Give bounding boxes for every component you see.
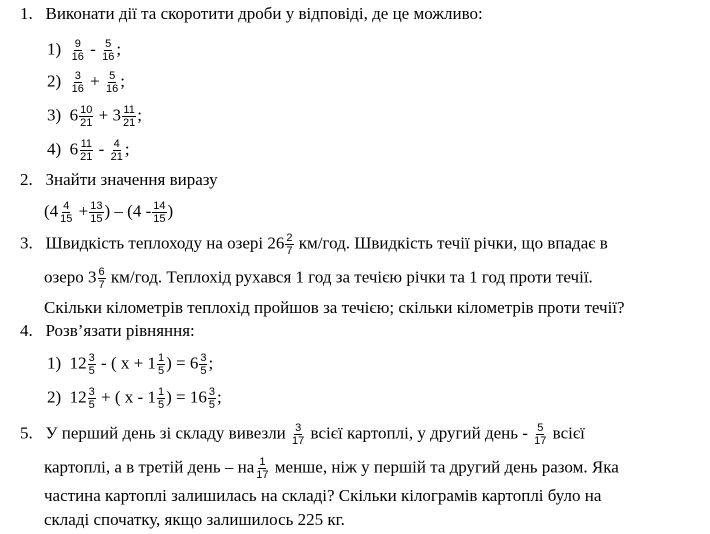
task-text: частина картоплі залишилась на складі? Скільки кілограмів картоплі було на [44,486,602,505]
fraction: $\frac{3}{5}$ [208,386,215,411]
item-label: 3) [47,105,62,125]
task-4-item-2 [47,386,222,411]
fraction: $\frac{3}{5}$ [88,352,95,377]
item-label: 2) [47,387,62,407]
task-title: Виконати дії та скоротити дроби у відповіді, де це можливо: [45,4,483,23]
task-number: 3. [20,233,33,253]
task-number: 4. [20,321,33,340]
task-3-line-3 [44,298,625,318]
task-4-heading [20,321,195,341]
fraction: $\frac{9}{16}$ [71,38,84,63]
fraction: $\frac{3}{5}$ [200,352,207,377]
task-text: всієї [552,423,585,443]
item-label: 4) [47,139,62,159]
fraction: $\frac{11}{21}$ [80,138,93,163]
semicolon: ; [116,39,122,59]
task-5-line-3 [44,486,601,506]
expr-part: + ( x - 1 [101,387,156,407]
task-number: 5. [20,423,33,443]
expr-part: ) [167,201,174,221]
whole-part: 6 [69,139,79,159]
task-text: картоплі, а в третій день – на [44,457,255,477]
task-title: Знайти значення виразу [45,170,218,189]
task-3-line-2 [44,266,593,291]
fraction: $\frac{6}{7}$ [98,266,105,291]
fraction: $\frac{4}{15}$ [60,200,73,225]
fraction: $\frac{1}{5}$ [157,386,165,411]
operator: + 3 [98,105,122,125]
semicolon: ; [124,139,130,159]
task-text: У перший день зі складу вивезли [45,423,286,443]
task-5-line-2 [44,456,619,481]
fraction: $\frac{14}{15}$ [153,200,166,225]
expr-part: - ( x + 1 [101,353,156,373]
task-3-line-1 [20,232,608,257]
task-1-item-2 [47,70,125,95]
operator: - [98,139,105,159]
task-text: км/год. Швидкість течії річки, що впадає в [298,233,608,253]
whole-part: 12 [69,353,87,373]
whole-part: 12 [69,387,87,407]
fraction: $\frac{3}{5}$ [88,386,95,411]
task-text: менше, ніж у першій та другий день разом. Яка [274,457,619,477]
fraction: $\frac{5}{16}$ [102,38,115,63]
expr-part: (4 [44,201,59,221]
task-text: км/год. Теплохід рухався 1 год за течією річки та 1 год проти течії. [110,267,593,287]
task-number: 2. [20,170,33,189]
fraction: $\frac{1}{17}$ [256,456,269,481]
operator: + [90,71,100,91]
fraction: $\frac{5}{16}$ [106,70,119,95]
task-text: Скільки кілометрів теплохід пройшов за течією; скільки кілометрів проти течії? [44,298,625,317]
fraction: $\frac{10}{21}$ [80,104,93,129]
task-text: Швидкість теплоходу на озері 26 [45,233,285,253]
item-label: 2) [47,71,62,91]
task-1-item-4 [47,138,130,163]
fraction: $\frac{11}{21}$ [123,104,136,129]
task-1-item-1 [47,38,121,63]
task-text: озеро 3 [44,267,97,287]
semicolon: ; [137,105,142,125]
task-text: складі спочатку, якщо залишилось 225 кг. [44,510,345,529]
fraction: $\frac{2}{7}$ [286,232,293,257]
semicolon: ; [216,387,222,407]
whole-part: 6 [69,105,79,125]
semicolon: ; [120,71,125,91]
fraction: $\frac{5}{17}$ [534,422,547,447]
operator: + [78,201,89,221]
operator: - [90,39,96,59]
fraction: $\frac{3}{17}$ [292,422,305,447]
fraction: $\frac{1}{5}$ [157,352,165,377]
fraction: $\frac{3}{16}$ [71,70,84,95]
expr-part: ) – (4 - [104,201,152,221]
semicolon: ; [208,353,214,373]
task-2-expression [44,200,173,225]
item-label: 1) [47,39,62,59]
expr-part: ) = 16 [166,387,207,407]
item-label: 1) [47,353,62,373]
task-4-item-1 [47,352,213,377]
task-2-heading [20,170,218,190]
task-title: Розв’язати рівняння: [45,321,195,340]
task-text: всієї картоплі, у другий день - [310,423,528,443]
task-1-item-3 [47,104,142,129]
task-1-heading [20,4,483,24]
task-number: 1. [20,4,33,23]
fraction: $\frac{13}{15}$ [90,200,103,225]
task-5-line-1 [20,422,585,447]
task-5-line-4 [44,510,345,530]
expr-part: ) = 6 [166,353,199,373]
fraction: $\frac{4}{21}$ [110,138,123,163]
